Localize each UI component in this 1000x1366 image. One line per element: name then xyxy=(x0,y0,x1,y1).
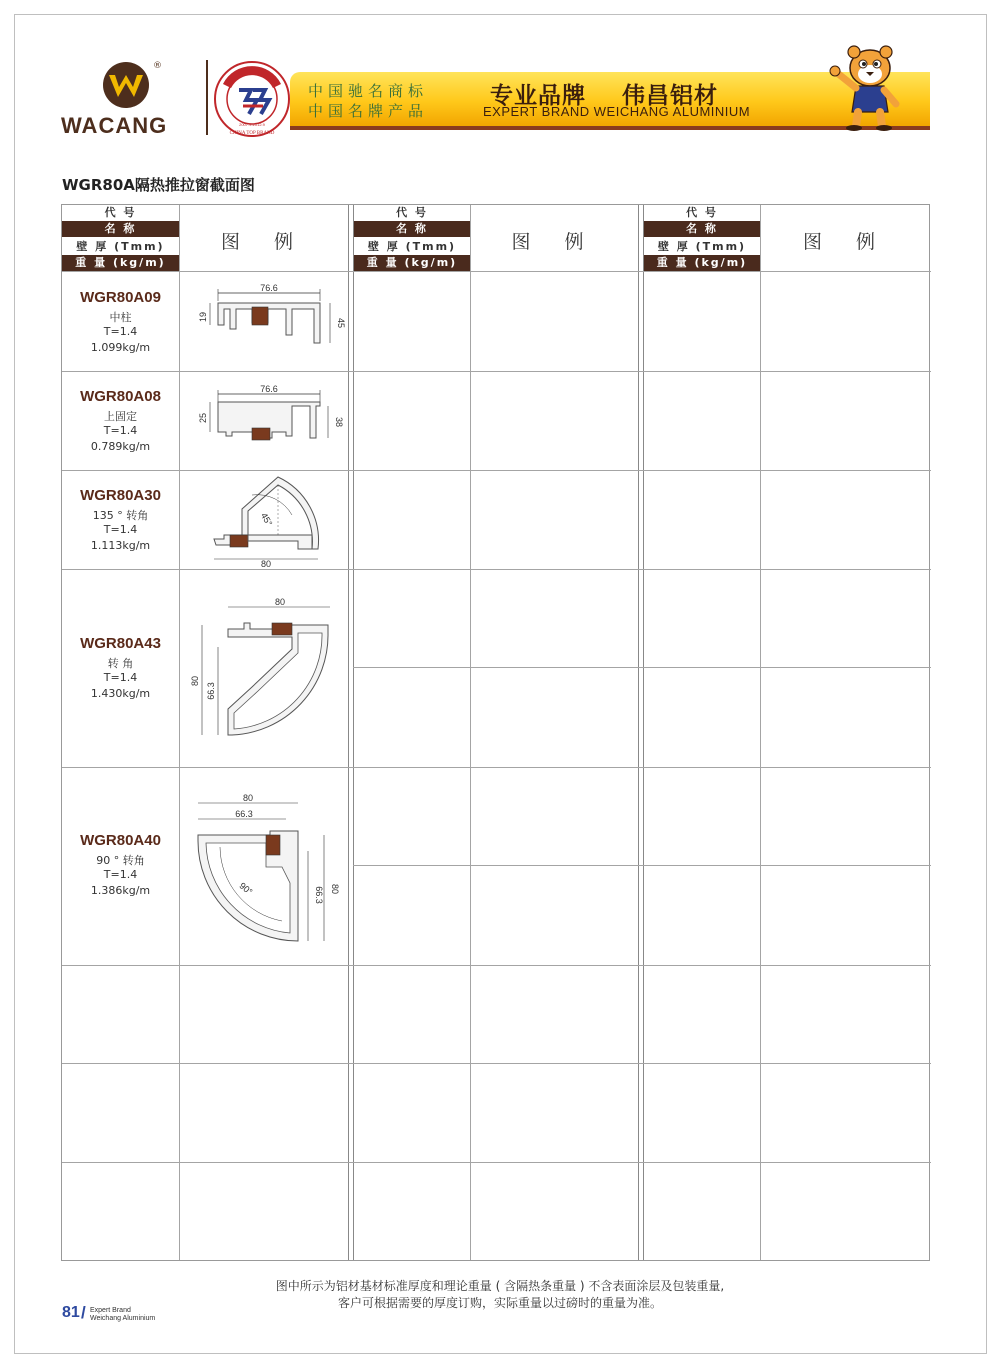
product-code: WGR80A09 xyxy=(80,289,161,306)
wacang-logo-icon xyxy=(101,61,151,109)
dimension-label: 66.3 xyxy=(314,886,324,904)
dimension-label: 66.3 xyxy=(235,809,253,819)
dimension-label: 38 xyxy=(334,416,344,428)
china-top-brand-seal-icon xyxy=(213,60,291,138)
table-vline xyxy=(470,205,471,1260)
footnote-line-1: 图中所示为铝材基材标准厚度和理论重量 ( 含隔热条重量 ) 不含表面涂层及包装重量, xyxy=(275,1279,725,1293)
dimension-label: 66.3 xyxy=(206,682,216,700)
product-code: WGR80A43 xyxy=(80,635,161,652)
product-weight: 0.789kg/m xyxy=(90,440,151,453)
footer-brand-line-2: Weichang Aluminium xyxy=(90,1315,156,1322)
product-name: 转 角 xyxy=(107,657,134,670)
banner-slogan-en: EXPERT BRAND WEICHANG ALUMINIUM xyxy=(483,104,751,119)
header-thickness: 壁 厚 (Tmm) xyxy=(644,238,760,254)
product-thickness: T=1.4 xyxy=(103,523,138,536)
dimension-label: 76.6 xyxy=(260,283,278,293)
profile-drawing-wgr80a08 xyxy=(192,380,342,460)
dimension-label: 76.6 xyxy=(260,384,278,394)
table-vline xyxy=(348,205,349,1260)
table-hline xyxy=(62,470,931,471)
header-weight: 重 量 (kg/m) xyxy=(62,255,179,271)
table-hline xyxy=(62,371,931,372)
product-weight: 1.386kg/m xyxy=(90,884,151,897)
dimension-label: 80 xyxy=(260,559,272,569)
table-hline xyxy=(62,767,931,768)
product-thickness: T=1.4 xyxy=(103,671,138,684)
banner-famous-trademark: 中国驰名商标 xyxy=(308,82,429,100)
table-hline xyxy=(62,1063,931,1064)
table-vline xyxy=(179,205,180,1260)
product-code: WGR80A08 xyxy=(80,388,161,405)
banner-famous-brand: 中国名牌产品 xyxy=(308,102,429,120)
header-name: 名 称 xyxy=(354,221,470,237)
profile-drawing-wgr80a09 xyxy=(192,281,346,361)
seal-top-text: 中国名牌 xyxy=(241,80,263,86)
seal-outer-text: CHINA TOP BRAND xyxy=(229,131,275,136)
dimension-label: 80 xyxy=(242,793,254,803)
table-hline xyxy=(353,667,931,668)
dimension-label: 19 xyxy=(198,311,208,323)
product-name: 中柱 xyxy=(109,311,132,324)
header-name: 名 称 xyxy=(62,221,179,237)
table-hline xyxy=(62,965,931,966)
product-code: WGR80A40 xyxy=(80,832,161,849)
header-code: 代 号 xyxy=(354,205,470,221)
footer-brand xyxy=(90,1307,155,1323)
table-vline xyxy=(353,205,354,1260)
product-name: 上固定 xyxy=(104,410,137,423)
product-thickness: T=1.4 xyxy=(103,424,138,437)
page-number: 81 xyxy=(62,1304,80,1321)
header-weight: 重 量 (kg/m) xyxy=(644,255,760,271)
header-thickness: 壁 厚 (Tmm) xyxy=(354,238,470,254)
table-vline xyxy=(638,205,639,1260)
dimension-label: 90° xyxy=(237,880,255,897)
header-divider xyxy=(206,60,208,135)
dimension-label: 80 xyxy=(330,883,340,895)
header-figure: 图 例 xyxy=(802,231,890,253)
tiger-mascot-icon xyxy=(826,42,906,132)
profile-drawing-wgr80a40 xyxy=(186,791,346,956)
dimension-label: 25 xyxy=(198,412,208,424)
table-hline xyxy=(62,569,931,570)
product-name: 135 ° 转角 xyxy=(92,509,149,522)
product-weight: 1.430kg/m xyxy=(90,687,151,700)
seal-date: 2007.9-2012.9 xyxy=(239,122,265,127)
registered-mark: ® xyxy=(153,61,162,71)
page-title: WGR80A隔热推拉窗截面图 xyxy=(62,176,255,194)
product-thickness: T=1.4 xyxy=(103,325,138,338)
dimension-label: 45° xyxy=(258,511,275,528)
header-thickness: 壁 厚 (Tmm) xyxy=(62,238,179,254)
product-thickness: T=1.4 xyxy=(103,868,138,881)
product-name: 90 ° 转角 xyxy=(96,854,145,867)
wacang-logo xyxy=(55,55,205,140)
table-hline xyxy=(62,1162,931,1163)
dimension-label: 45 xyxy=(336,317,346,329)
table-vline xyxy=(643,205,644,1260)
product-weight: 1.113kg/m xyxy=(90,539,151,552)
product-code: WGR80A30 xyxy=(80,487,161,504)
footer-brand-line-1: Expert Brand xyxy=(90,1307,131,1314)
header-weight: 重 量 (kg/m) xyxy=(354,255,470,271)
table-hline xyxy=(353,865,931,866)
dimension-label: 80 xyxy=(274,597,286,607)
product-weight: 1.099kg/m xyxy=(90,341,151,354)
header-figure: 图 例 xyxy=(511,231,598,253)
footnote-line-2: 客户可根据需要的厚度订购，实际重量以过磅时的重量为准。 xyxy=(337,1296,662,1310)
header-code: 代 号 xyxy=(62,205,179,221)
table-vline xyxy=(760,205,761,1260)
dimension-label: 80 xyxy=(190,675,200,687)
header-figure: 图 例 xyxy=(220,231,308,253)
logo-text: WACANG xyxy=(61,113,168,138)
profile-drawing-wgr80a43 xyxy=(188,591,344,751)
header-name: 名 称 xyxy=(644,221,760,237)
profile-drawing-wgr80a30 xyxy=(202,473,342,568)
header-code: 代 号 xyxy=(644,205,760,221)
section-table xyxy=(61,204,930,1261)
table-hline xyxy=(62,271,931,272)
banner-slogan: 专业品牌 伟昌铝材 xyxy=(490,83,719,109)
page-number-slash: / xyxy=(81,1303,86,1322)
